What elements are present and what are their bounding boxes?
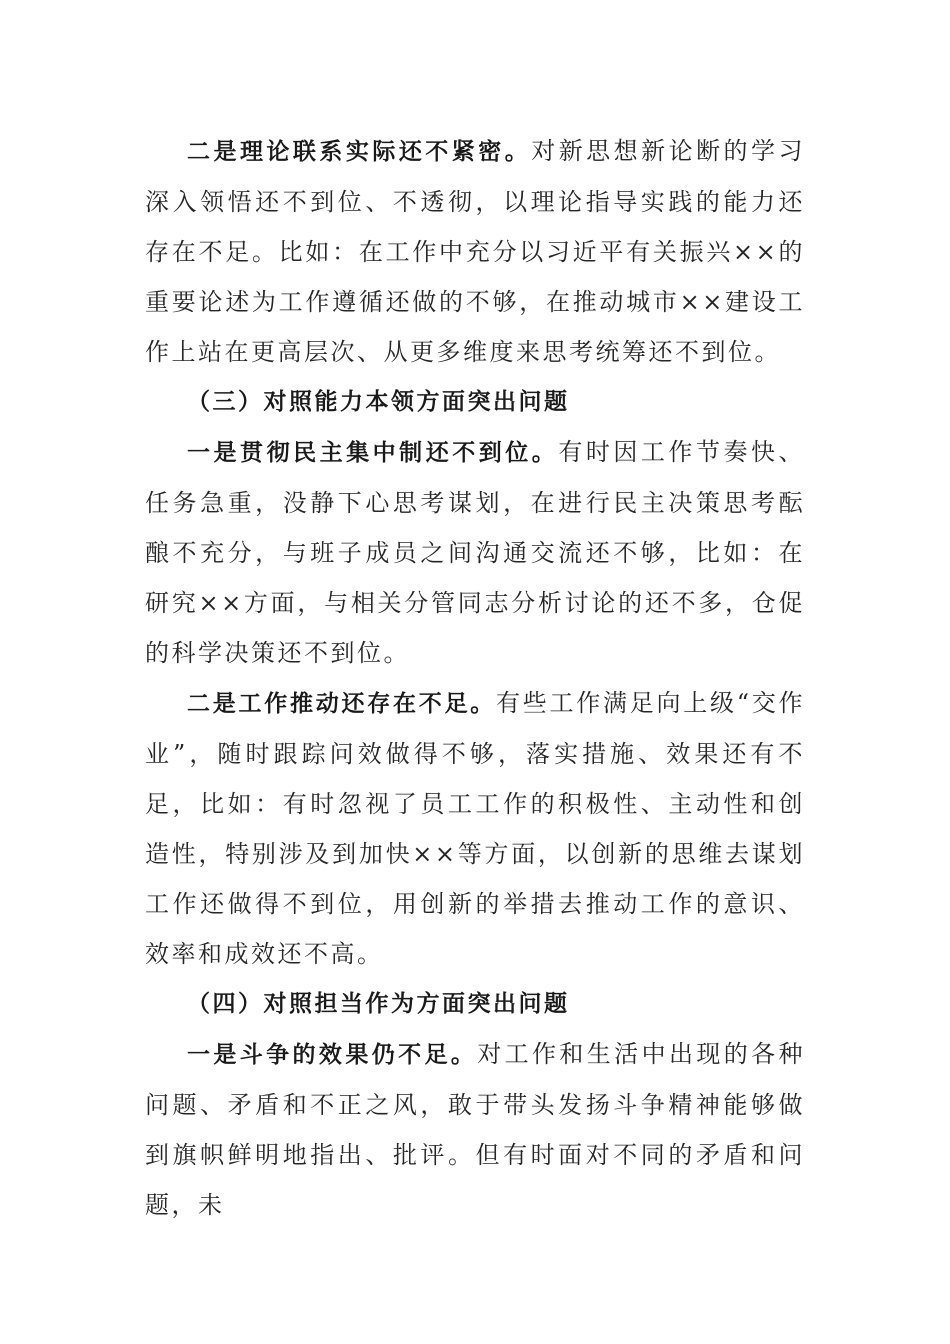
- paragraph-lead: 一是贯彻民主集中制还不到位。: [187, 440, 559, 466]
- document-body: [145, 126, 805, 1230]
- section-heading-ability: （三）对照能力本领方面突出问题: [187, 389, 570, 415]
- paragraph-democratic-centralism: [145, 427, 805, 678]
- section-heading-responsibility: （四）对照担当作为方面突出问题: [187, 991, 570, 1017]
- paragraph-lead: 一是斗争的效果仍不足。: [187, 1042, 478, 1068]
- paragraph-text: 对新思想新论断的学习深入领悟还不到位、不透彻，以理论指导实践的能力还存在不足。比如：在工作中充分以习近平有关振兴××的重要论述为工作遵循还做的不够，在推动城市××建设工作上站在更高层次、从更多维度来思考统筹还不到位。: [145, 137, 806, 366]
- paragraph-theory-practice: [145, 126, 805, 377]
- paragraph-lead: 二是工作推动还存在不足。: [187, 691, 496, 717]
- paragraph-lead: 二是理论联系实际还不紧密。: [187, 139, 532, 165]
- paragraph-text: 有些工作满足向上级“交作业”，随时跟踪问效做得不够，落实措施、效果还有不足，比如：有时忽视了员工工作的积极性、主动性和创造性，特别涉及到加快××等方面，以创新的思维去谋划工作还做得不到位，用创新的举措去推动工作的意识、效率和成效还不高。: [145, 689, 805, 968]
- paragraph-text: 对工作和生活中出现的各种问题、矛盾和不正之风，敢于带头发扬斗争精神能够做到旗帜鲜明地指出、批评。但有时面对不同的矛盾和问题，未: [145, 1040, 805, 1219]
- paragraph-struggle-effect: [145, 1029, 805, 1230]
- paragraph-text: 有时因工作节奏快、任务急重，没静下心思考谋划，在进行民主决策思考酝酿不充分，与班子成员之间沟通交流还不够，比如：在研究××方面，与相关分管同志分析讨论的还不多，仓促的科学决策还不到位。: [145, 438, 806, 667]
- paragraph-work-promotion: [145, 678, 805, 979]
